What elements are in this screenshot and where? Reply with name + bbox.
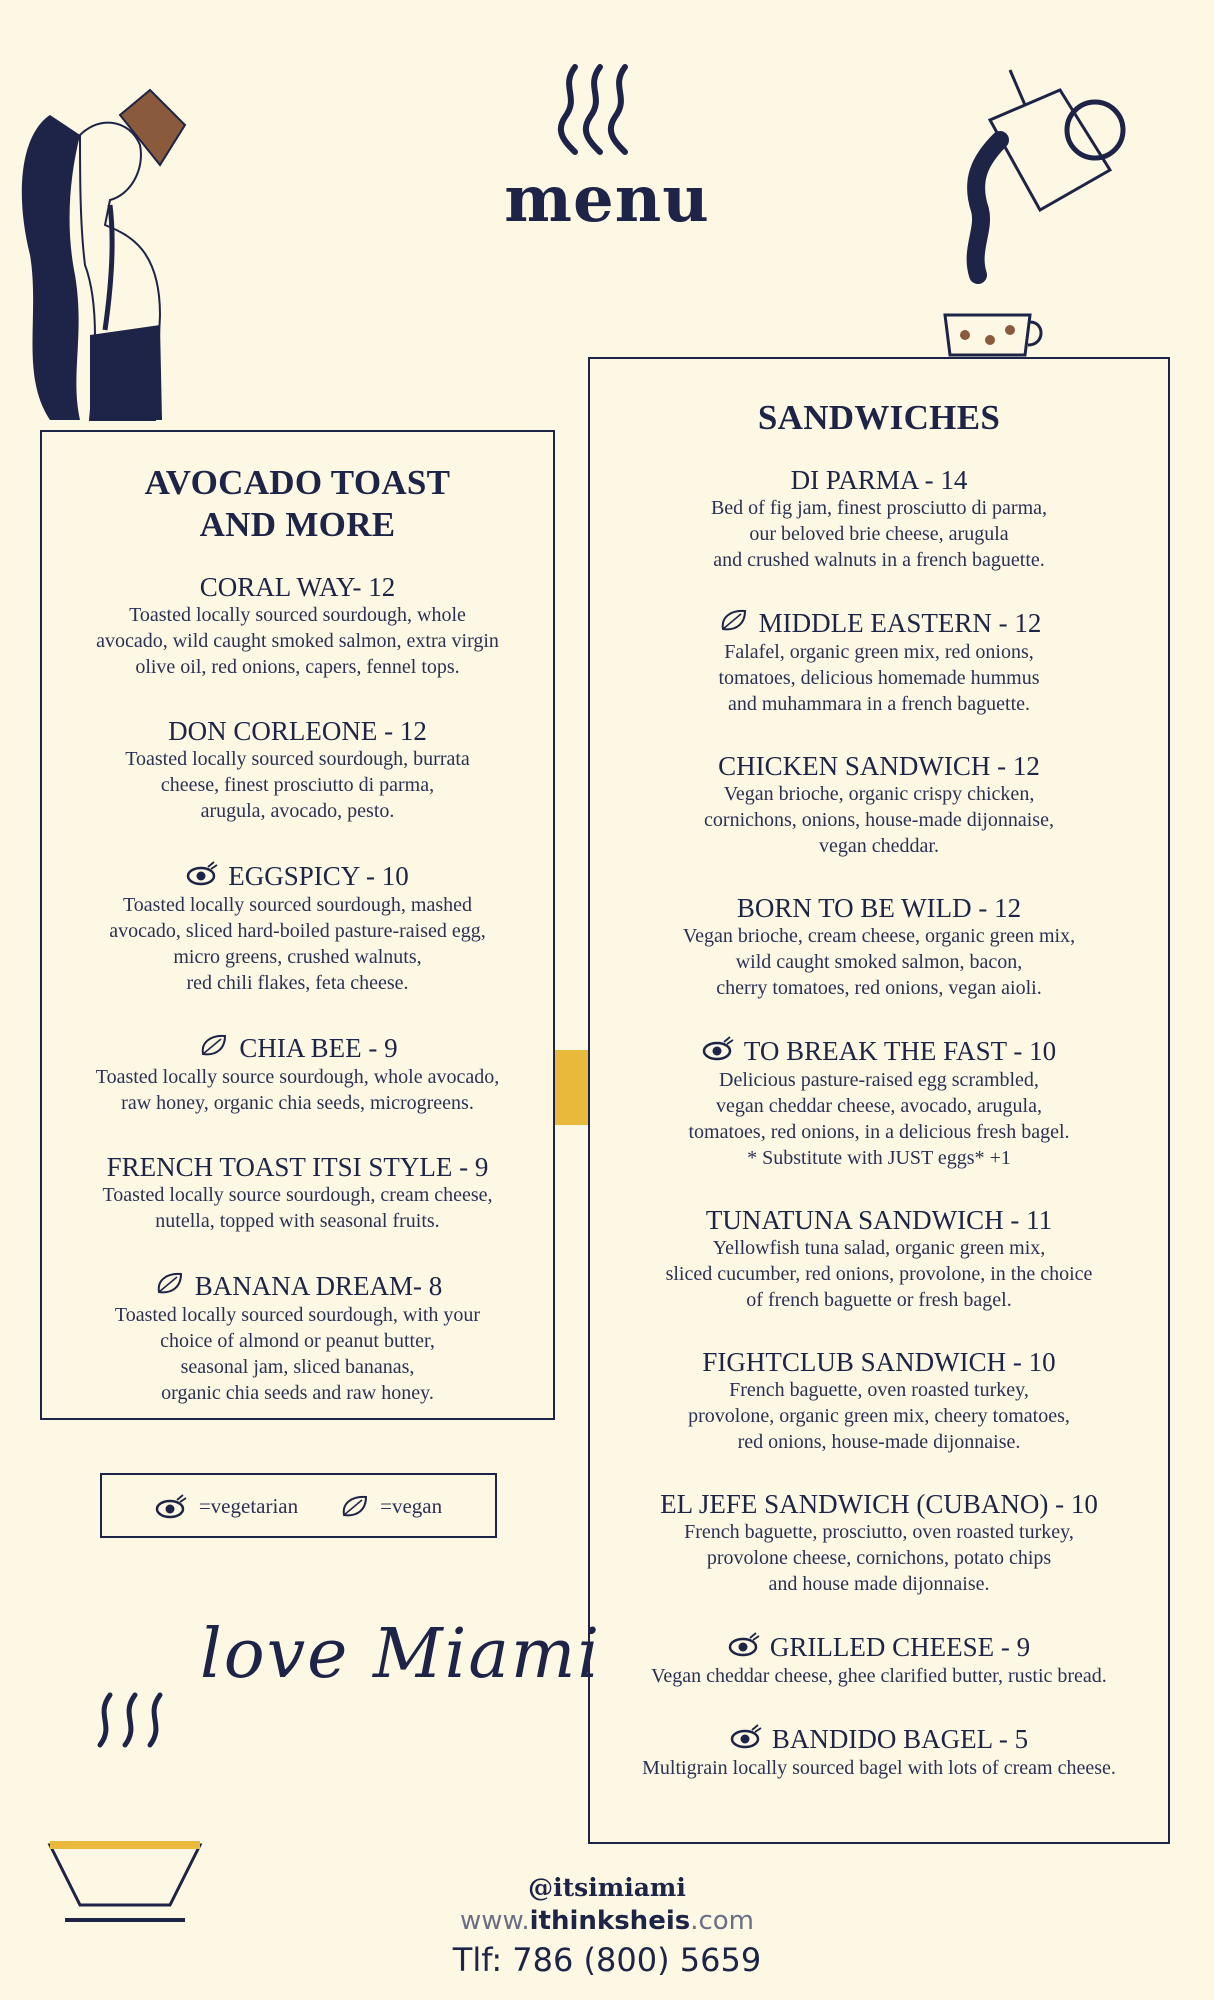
menu-item-name <box>42 1032 553 1064</box>
menu-item-description: red chili flakes, feta cheese. <box>186 972 409 994</box>
menu-item-description: Toasted locally sourced sourdough, with your <box>114 1304 481 1326</box>
menu-item-name <box>590 751 1168 781</box>
woman-drinking-coffee-illustration <box>10 75 190 430</box>
menu-item <box>590 1723 1168 1781</box>
vegetarian-eye-icon <box>730 1723 764 1755</box>
menu-item <box>590 1489 1168 1597</box>
menu-item <box>42 1270 553 1406</box>
menu-item-name <box>590 607 1168 639</box>
menu-item <box>42 860 553 996</box>
menu-item-description: choice of almond or peanut butter, <box>160 1330 435 1352</box>
section-title: SANDWICHES <box>757 398 1001 437</box>
legend-vegan-label: =vegan <box>380 1493 443 1518</box>
menu-item-description: Delicious pasture-raised egg scrambled, <box>719 1069 1039 1091</box>
menu-item-title: BANANA DREAM- 8 <box>194 1271 443 1301</box>
menu-item-title: FIGHTCLUB SANDWICH - 10 <box>702 1347 1056 1377</box>
menu-item <box>590 1347 1168 1455</box>
menu-item-description: vegan cheddar. <box>819 835 939 857</box>
menu-item-description: Toasted locally source sourdough, whole avocado, <box>95 1066 500 1088</box>
menu-item-name <box>42 1152 553 1182</box>
steam-icon <box>545 62 645 157</box>
menu-item-description: French baguette, prosciutto, oven roasted turkey, <box>684 1521 1074 1543</box>
website-suffix: .com <box>690 1906 755 1936</box>
menu-item-title: EGGSPICY - 10 <box>228 861 409 891</box>
menu-item-description: French baguette, oven roasted turkey, <box>729 1379 1029 1401</box>
menu-item-description: and crushed walnuts in a french baguette. <box>713 549 1045 571</box>
menu-item-description: nutella, topped with seasonal fruits. <box>155 1210 440 1232</box>
avocado-items <box>42 572 553 1406</box>
menu-item-description: organic chia seeds and raw honey. <box>161 1382 434 1404</box>
menu-item-description: * Substitute with JUST eggs* +1 <box>747 1147 1011 1169</box>
vegan-leaf-icon <box>153 1270 187 1302</box>
menu-item-description: provolone cheese, cornichons, potato chips <box>706 1547 1052 1569</box>
menu-item-name <box>42 716 553 746</box>
menu-item-description: cheese, finest prosciutto di parma, <box>160 774 435 796</box>
menu-item <box>590 1205 1168 1313</box>
sandwiches-section <box>588 357 1170 1844</box>
menu-item-name <box>590 893 1168 923</box>
vegetarian-eye-icon <box>186 860 220 892</box>
menu-item-title: BANDIDO BAGEL - 5 <box>771 1724 1029 1754</box>
menu-item-title: GRILLED CHEESE - 9 <box>769 1632 1031 1662</box>
menu-item-title: DI PARMA - 14 <box>790 465 968 495</box>
menu-item <box>42 1032 553 1116</box>
menu-item-description: arugula, avocado, pesto. <box>200 800 395 822</box>
menu-item-name <box>42 1270 553 1302</box>
menu-item-description: and muhammara in a french baguette. <box>727 693 1031 715</box>
menu-item-description: raw honey, organic chia seeds, microgreens. <box>121 1092 474 1114</box>
menu-item-description: Toasted locally source sourdough, cream cheese, <box>102 1184 493 1206</box>
menu-item-description: Vegan brioche, organic crispy chicken, <box>723 783 1035 805</box>
vegetarian-eye-icon <box>702 1035 736 1067</box>
menu-item <box>590 893 1168 1001</box>
menu-item-description: wild caught smoked salmon, bacon, <box>735 951 1023 973</box>
section-title-line2: AND MORE <box>199 505 396 544</box>
menu-item-name <box>590 1347 1168 1377</box>
menu-item-description: Toasted locally sourced sourdough, mashed <box>122 894 473 916</box>
menu-item-description: our beloved brie cheese, arugula <box>749 523 1009 545</box>
menu-item-name <box>590 1723 1168 1755</box>
sandwich-items <box>590 465 1168 1781</box>
menu-item-description: vegan cheddar cheese, avocado, arugula, <box>716 1095 1042 1117</box>
diet-legend <box>100 1473 497 1538</box>
vegan-leaf-icon <box>197 1032 231 1064</box>
menu-item-title: TO BREAK THE FAST - 10 <box>743 1036 1057 1066</box>
menu-item-description: tomatoes, red onions, in a delicious fresh bagel. <box>688 1121 1070 1143</box>
website-prefix: www. <box>459 1906 530 1936</box>
menu-item-description: sliced cucumber, red onions, provolone, in the choice <box>665 1263 1093 1285</box>
menu-item-description: avocado, sliced hard-boiled pasture-raised egg, <box>109 920 486 942</box>
menu-item-description: Yellowfish tuna salad, organic green mix, <box>712 1237 1046 1259</box>
menu-item <box>590 607 1168 717</box>
menu-item-name <box>590 1205 1168 1235</box>
menu-item-description: Multigrain locally sourced bagel with lots of cream cheese. <box>642 1757 1116 1779</box>
menu-item-title: TUNATUNA SANDWICH - 11 <box>705 1205 1053 1235</box>
menu-item-description: avocado, wild caught smoked salmon, extra virgin <box>96 630 499 652</box>
website-domain: ithinksheis <box>529 1906 691 1936</box>
website-link[interactable] <box>0 1904 1214 1938</box>
legend-vegetarian-label: =vegetarian <box>198 1493 299 1518</box>
menu-item <box>590 1035 1168 1171</box>
menu-item-name <box>590 1489 1168 1519</box>
menu-item-description: Toasted locally sourced sourdough, whole <box>129 604 466 626</box>
menu-item-description: and house made dijonnaise. <box>768 1573 990 1595</box>
menu-item-description: olive oil, red onions, capers, fennel tops. <box>135 656 460 678</box>
menu-item-description: cornichons, onions, house-made dijonnaise, <box>704 809 1054 831</box>
menu-item-name <box>590 1631 1168 1663</box>
menu-item-description: Vegan cheddar cheese, ghee clarified butter, rustic bread. <box>651 1665 1107 1687</box>
menu-item-title: CORAL WAY- 12 <box>199 572 396 602</box>
menu-item-description: seasonal jam, sliced bananas, <box>180 1356 415 1378</box>
menu-item-title: FRENCH TOAST ITSI STYLE - 9 <box>106 1152 489 1182</box>
menu-item <box>590 465 1168 573</box>
phone-number: Tlf: 786 (800) 5659 <box>452 1941 762 1979</box>
menu-item-title: EL JEFE SANDWICH (CUBANO) - 10 <box>660 1489 1098 1519</box>
menu-item-name <box>590 465 1168 495</box>
menu-item-title: CHICKEN SANDWICH - 12 <box>718 751 1040 781</box>
menu-item-description: micro greens, crushed walnuts, <box>173 946 422 968</box>
background-poster-fragment <box>553 1050 589 1125</box>
vegetarian-eye-icon <box>728 1631 762 1663</box>
menu-item <box>42 716 553 824</box>
vegan-leaf-icon <box>338 1493 372 1519</box>
vegan-leaf-icon <box>717 607 751 639</box>
vegetarian-eye-icon <box>155 1493 189 1519</box>
menu-item-name <box>590 1035 1168 1067</box>
love-miami-signature: love Miami <box>200 1615 602 1694</box>
menu-item-title: CHIA BEE - 9 <box>239 1033 398 1063</box>
menu-item-name <box>42 572 553 602</box>
menu-item-description: cherry tomatoes, red onions, vegan aioli. <box>716 977 1042 999</box>
menu-item <box>42 572 553 680</box>
menu-item-description: Falafel, organic green mix, red onions, <box>724 641 1034 663</box>
menu-item-title: DON CORLEONE - 12 <box>168 716 427 746</box>
menu-item-title: BORN TO BE WILD - 12 <box>736 893 1022 923</box>
menu-item-description: Bed of fig jam, finest prosciutto di parma, <box>710 497 1048 519</box>
menu-item-description: tomatoes, delicious homemade hummus <box>718 667 1040 689</box>
menu-item-name <box>42 860 553 892</box>
menu-item-title: MIDDLE EASTERN - 12 <box>758 608 1042 638</box>
menu-item-description: red onions, house-made dijonnaise. <box>737 1431 1021 1453</box>
menu-item <box>42 1152 553 1234</box>
menu-item <box>590 1631 1168 1689</box>
section-title-line1: AVOCADO TOAST <box>144 463 451 502</box>
avocado-toast-section <box>40 430 555 1420</box>
page-title: menu <box>504 162 710 237</box>
menu-item-description: Toasted locally sourced sourdough, burrata <box>125 748 470 770</box>
menu-item-description: Vegan brioche, cream cheese, organic green mix, <box>682 925 1076 947</box>
menu-item-description: of french baguette or fresh bagel. <box>746 1289 1012 1311</box>
menu-item-description: provolone, organic green mix, cheery tomatoes, <box>688 1405 1070 1427</box>
instagram-handle: @itsimiami <box>528 1873 686 1902</box>
menu-item <box>590 751 1168 859</box>
